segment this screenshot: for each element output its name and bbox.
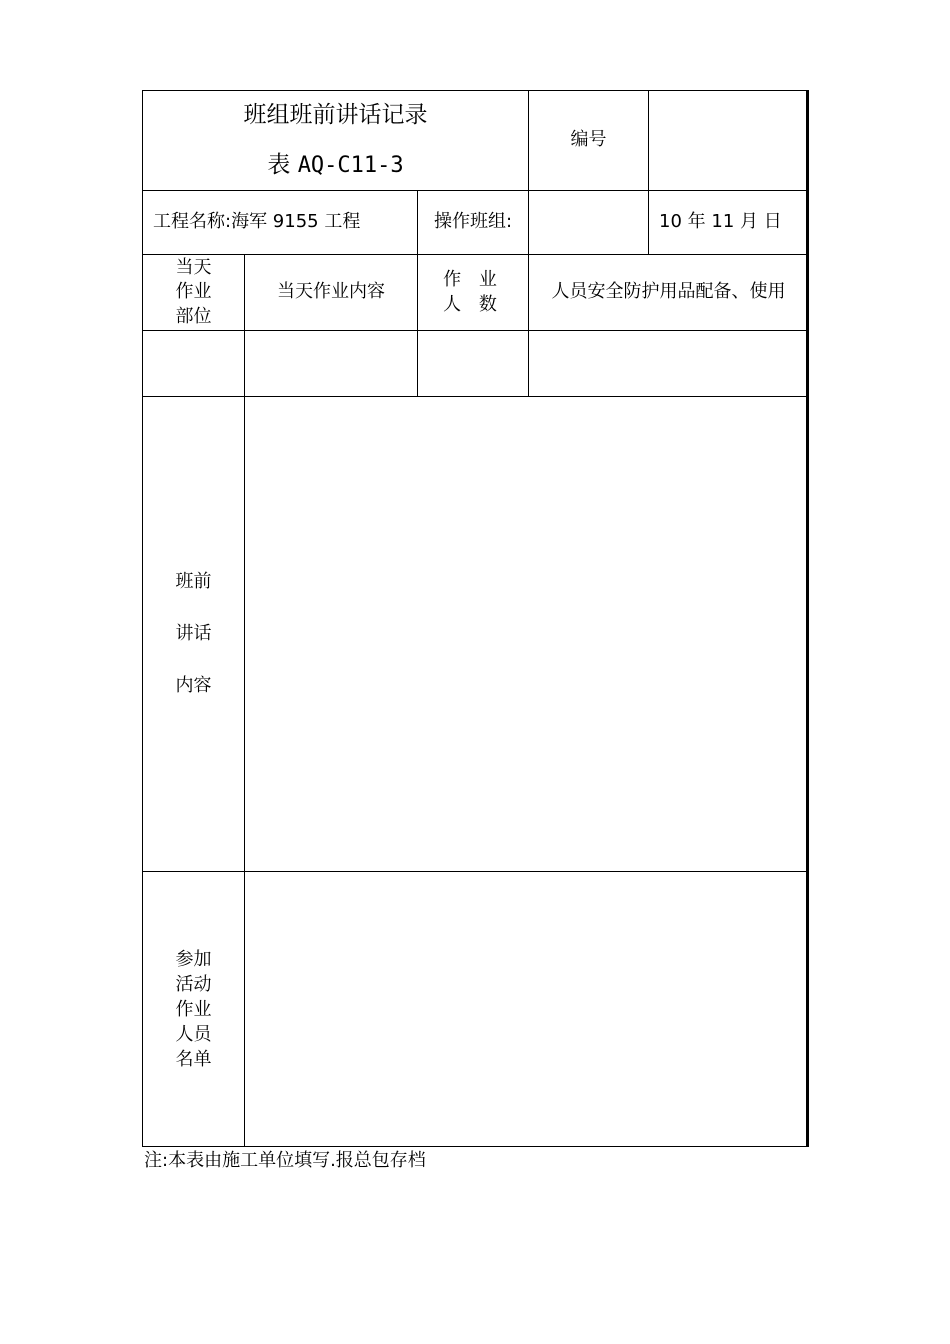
title-row [143,91,809,191]
talk-content-label-line: 讲话 [175,622,212,644]
form-code: AQ-C11-3 [297,152,404,178]
form-title-prefix: 表 [267,151,298,178]
form-title [143,91,529,191]
talk-content-row [143,397,809,872]
footnote: 注:本表由施工单位填写.报总包存档 [144,1150,426,1171]
ppe-cell[interactable] [529,331,809,397]
talk-record-form [142,90,809,1147]
number-label: 编号 [529,91,649,191]
talk-content-label-line: 内容 [175,675,212,697]
participants-label-line: 人员 [175,1023,212,1045]
form-right-border [806,90,808,1146]
header-worker-count-line: 作 业 [443,269,503,291]
participants-label-line: 参加 [175,948,212,970]
talk-content-area[interactable] [245,397,809,872]
team-label: 操作班组: [418,191,529,255]
team-value-cell[interactable] [529,191,649,255]
form-title-main: 班组班前讲话记录 [243,102,428,129]
talk-content-label-line: 班前 [175,570,212,592]
talk-content-label [143,397,245,872]
header-work-location-line: 作业 [175,281,212,303]
project-row [143,191,809,255]
participants-label-line: 活动 [175,973,212,995]
participants-row [143,872,809,1147]
header-work-location-line: 当天 [175,257,212,279]
project-name: 工程名称:海军 9155 工程 [143,191,418,255]
worker-count-cell[interactable] [418,331,529,397]
column-header-row [143,255,809,331]
participants-area[interactable] [245,872,809,1147]
header-worker-count-line: 人 数 [443,293,503,315]
work-entry-row [143,331,809,397]
form-title-code-line [143,150,528,181]
header-work-content: 当天作业内容 [245,255,418,331]
participants-label-line: 名单 [175,1048,212,1070]
participants-label [143,872,245,1147]
header-worker-count [418,255,529,331]
date-field[interactable]: 10 年 11 月 日 [649,191,809,255]
participants-label-line: 作业 [175,998,212,1020]
header-work-location [143,255,245,331]
work-location-cell[interactable] [143,331,245,397]
header-work-location-line: 部位 [175,305,212,327]
number-value-cell[interactable] [649,91,809,191]
header-ppe: 人员安全防护用品配备、使用 [529,255,809,331]
work-content-cell[interactable] [245,331,418,397]
